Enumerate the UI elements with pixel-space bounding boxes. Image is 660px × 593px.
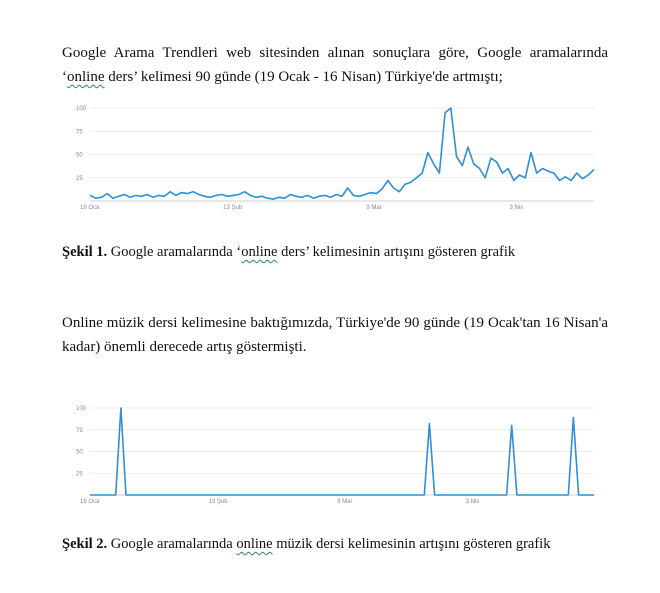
y-tick-label: 25 [76,471,83,478]
x-tick-label: 9 Mar [337,499,353,505]
x-tick-label: 13 Şub [208,499,228,505]
figure-label: Şekil 2. [62,536,108,552]
online-muzik-dersi-trend-chart [62,396,608,508]
y-tick-label: 25 [76,175,83,182]
figure-1-caption [62,242,622,262]
caption-text: Google aramalarında [107,536,237,552]
x-tick-label: 9 Mar [366,205,382,211]
y-tick-label: 100 [76,106,87,112]
figure-2-caption [62,534,622,554]
series-line [90,108,594,199]
y-tick-label: 50 [76,449,83,456]
x-tick-label: 13 Şub [223,205,243,211]
intro-paragraph [62,41,608,89]
y-tick-label: 75 [76,427,83,434]
second-paragraph: Online müzik dersi kelimesine baktığımızda, Türkiye'de 90 günde (19 Ocak'tan 16 Nisan'a kadar) önemli derecede artış göstermişti. [62,315,608,355]
online-ders-trend-chart [62,96,608,214]
x-tick-label: 3 Nis [509,205,524,211]
paragraph-text: ders’ kelimesi 90 günde (19 Ocak - 16 Nisan) Türkiye'de artmıştı; [104,69,503,85]
figure-label: Şekil 1. [62,244,108,260]
caption-text: müzik dersi kelimesinin artışını gösteren grafik [272,536,551,552]
x-tick-label: 3 Nis [465,499,480,505]
paragraph-text: Google Arama Trendleri web sitesinden alınan sonuçlara göre, Google aramalarında ‘ [62,45,608,85]
spellcheck-word: online [67,69,105,85]
spellcheck-word: online [241,244,278,260]
y-tick-label: 50 [76,152,83,159]
y-tick-label: 75 [76,129,83,136]
x-tick-label: 19 Oca [80,499,100,505]
spellcheck-word: online [236,536,273,552]
caption-text: Google aramalarında ‘ [107,244,242,260]
y-tick-label: 100 [76,406,87,412]
caption-text: ders’ kelimesinin artışını gösteren grafik [277,244,516,260]
x-tick-label: 19 Oca [80,205,100,211]
